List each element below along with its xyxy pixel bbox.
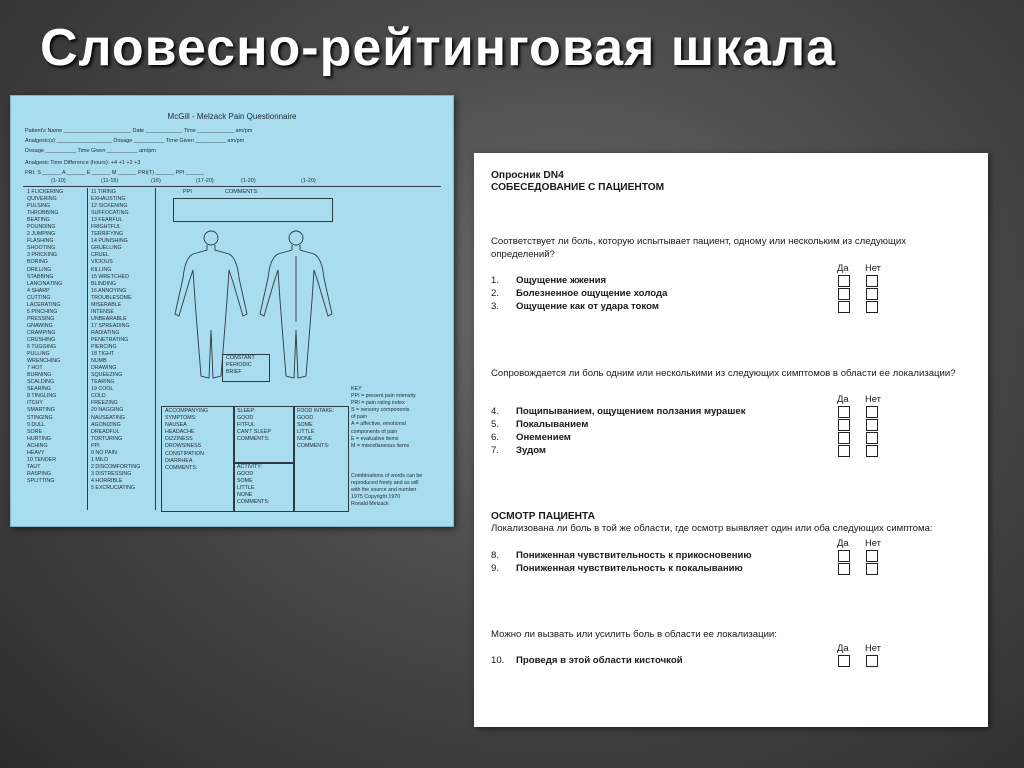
descriptor-word: CRUEL — [91, 252, 109, 259]
copyright-line: Ronald Melzack — [351, 501, 389, 508]
item-6: 6. Онемением — [491, 432, 571, 443]
descriptor-word: GNAWING — [27, 322, 53, 329]
mcgill-header-row: Dosage __________ Time Given __________ am/pm — [25, 148, 156, 154]
item-5: 5. Покалыванием — [491, 419, 589, 430]
no-checkbox-3[interactable] — [866, 301, 878, 313]
descriptor-word: 2 DISCOMFORTING — [91, 463, 141, 470]
slide-title: Словесно-рейтинговая шкала — [40, 19, 837, 77]
descriptor-word: SPLITTING — [27, 477, 55, 484]
descriptor-word: 3 DISTRESSING — [91, 470, 132, 477]
descriptor-word: BLINDING — [91, 280, 117, 287]
sleep-item: GOOD — [237, 415, 254, 422]
activity-item: LITTLE — [237, 485, 255, 492]
descriptor-word: DRAWING — [91, 365, 117, 372]
descriptor-word: QUIVERING — [27, 196, 57, 203]
symptom-item: CONSTIPATION — [165, 450, 204, 457]
descriptor-word: PRESSING — [27, 315, 55, 322]
mcgill-questionnaire — [10, 95, 454, 527]
descriptor-word: 14 PUNISHING — [91, 238, 128, 245]
food-item: SOME — [297, 422, 313, 429]
sleep-item: SLEEP: — [237, 408, 256, 414]
key-item: A = affective, emotional — [351, 421, 406, 428]
yes-checkbox-4[interactable] — [838, 406, 850, 418]
divider — [155, 188, 156, 510]
exam-title: ОСМОТР ПАЦИЕНТА — [491, 511, 595, 522]
descriptor-word: 13 FEARFUL — [91, 217, 123, 224]
symptoms-list — [165, 408, 208, 472]
divider — [87, 188, 88, 510]
no-checkbox-9[interactable] — [866, 563, 878, 575]
descriptor-word: 11 TIRING — [91, 189, 116, 195]
descriptor-word: NUMB — [91, 358, 107, 365]
activity-item: GOOD — [237, 471, 254, 478]
copyright-line: Combinations of words can be — [351, 473, 423, 479]
descriptor-word: FRIGHTFUL — [91, 224, 121, 231]
descriptor-list-2 — [91, 189, 140, 492]
no-checkbox-1[interactable] — [866, 275, 878, 287]
descriptor-word: LANCINATING — [27, 280, 63, 287]
key-item: E = evaluative items — [351, 435, 399, 442]
key-item: of pain — [351, 414, 367, 421]
descriptor-word: RASPING — [27, 470, 51, 477]
descriptor-word: DREADFUL — [91, 428, 120, 435]
comments-box — [173, 198, 333, 222]
descriptor-word: 8 TINGLING — [27, 393, 57, 400]
descriptor-word: CRAMPING — [27, 329, 56, 336]
descriptor-word: 15 WRETCHED — [91, 273, 129, 280]
symptom-item: DIZZINESS — [165, 436, 193, 443]
food-item: GOOD — [297, 415, 314, 422]
descriptor-word: 12 SICKENING — [91, 203, 128, 210]
descriptor-word: 7 HOT — [27, 365, 43, 372]
no-checkbox-7[interactable] — [866, 445, 878, 457]
descriptor-word: 2 JUMPING — [27, 231, 56, 238]
descriptor-word: MISERABLE — [91, 301, 122, 308]
item-10: 10. Проведя в этой области кисточкой — [491, 655, 683, 666]
score-range: (1-10) — [51, 178, 66, 184]
copyright-note — [351, 473, 422, 508]
mcgill-title: McGill - Melzack Pain Questionnaire — [167, 112, 297, 121]
score-range: (1-20) — [241, 178, 256, 184]
key-item: PPI = present pain intensity — [351, 393, 416, 400]
descriptor-word: TAUT — [27, 463, 41, 470]
descriptor-word: POUNDING — [27, 224, 56, 231]
score-range: (17-20) — [196, 178, 214, 184]
activity-list — [237, 464, 269, 507]
descriptor-word: EXHAUSTING — [91, 196, 126, 203]
descriptor-word: WRENCHING — [27, 358, 61, 365]
no-checkbox-5[interactable] — [866, 419, 878, 431]
descriptor-word: ACHING — [27, 442, 48, 449]
food-item: NONE — [297, 436, 313, 443]
descriptor-word: PENETRATING — [91, 336, 129, 343]
descriptor-word: 17 SPREADING — [91, 322, 130, 329]
descriptor-word: 10 TENDER — [27, 456, 57, 463]
descriptor-word: INTENSE — [91, 308, 114, 315]
yes-checkbox-5[interactable] — [838, 419, 850, 431]
question-3: Локализована ли боль в той же области, где осмотр выявляет один или оба следующих симптома: — [491, 523, 933, 534]
yes-checkbox-6[interactable] — [838, 432, 850, 444]
mcgill-header-row: Analgesic Time Difference (hours): +4 +1 +2 +3 — [25, 160, 141, 166]
descriptor-word: GRUELLING — [91, 245, 122, 252]
copyright-line: 1975 Copyright 1970 — [351, 494, 401, 501]
item-1: 1. Ощущение жжения — [491, 275, 607, 286]
symptom-item: HEADACHE — [165, 429, 195, 436]
descriptor-word: 3 PRICKING — [27, 252, 58, 259]
descriptor-word: HEAVY — [27, 449, 45, 456]
item-2: 2. Болезненное ощущение холода — [491, 288, 668, 299]
descriptor-word: VICIOUS — [91, 259, 113, 266]
descriptor-word: STINGING — [27, 414, 53, 421]
descriptor-word: SHOOTING — [27, 245, 56, 252]
divider — [23, 186, 441, 187]
activity-item: NONE — [237, 492, 253, 499]
descriptor-word: SORE — [27, 428, 43, 435]
item-3: 3. Ощущение как от удара током — [491, 301, 659, 312]
sleep-item: FITFUL — [237, 422, 255, 429]
descriptor-word: UNBEARABLE — [91, 315, 127, 322]
yes-label: Да — [837, 393, 849, 404]
mcgill-header-row: Analgesic(s) __________________ Dosage __________ Time Given __________ am/pm — [25, 138, 245, 144]
key-item: PRI = pain rating index — [351, 400, 405, 407]
descriptor-word: BORING — [27, 259, 48, 266]
descriptor-word: TEARING — [91, 379, 115, 386]
descriptor-word: FREEZING — [91, 400, 118, 407]
descriptor-word: PPI — [91, 442, 100, 449]
sleep-item: CAN'T SLEEP — [237, 429, 271, 436]
yes-checkbox-10[interactable] — [838, 655, 850, 667]
key-legend — [351, 386, 416, 450]
descriptor-word: BURNING — [27, 372, 52, 379]
descriptor-word: PULLING — [27, 351, 50, 358]
descriptor-word: 1 MILD — [91, 456, 109, 463]
descriptor-word: KILLING — [91, 266, 112, 273]
descriptor-word: COLD — [91, 393, 106, 400]
no-checkbox-8[interactable] — [866, 550, 878, 562]
question-2: Сопровождается ли боль одним или несколькими из следующих симптомов в области ее локализации? — [491, 368, 956, 379]
key-item: S = sensory components — [351, 407, 410, 414]
ppi-label: PPI — [183, 189, 192, 195]
yes-checkbox-1[interactable] — [838, 275, 850, 287]
descriptor-word: BEATING — [27, 217, 50, 224]
sleep-item: COMMENTS: — [237, 436, 270, 443]
descriptor-word: NAUSEATING — [91, 414, 126, 421]
no-label: Нет — [865, 642, 881, 653]
copyright-line: with the source and number — [351, 487, 417, 494]
descriptor-word: SUFFOCATING — [91, 210, 129, 217]
question-1: Соответствует ли боль, которую испытывает пациент, одному или нескольким из следующих определений? — [491, 236, 906, 260]
yes-checkbox-3[interactable] — [838, 301, 850, 313]
no-label: Нет — [865, 393, 881, 404]
descriptor-word: 0 NO PAIN — [91, 449, 117, 456]
descriptor-word: 5 PINCHING — [27, 308, 58, 315]
score-range: (1-20) — [301, 178, 316, 184]
mcgill-header-row: Patient's Name ______________________ Date ____________ Time ____________ am/pm — [25, 128, 253, 134]
descriptor-word: TROUBLESOME — [91, 294, 132, 301]
item-8: 8. Пониженная чувствительность к прикосновению — [491, 550, 752, 561]
mcgill-header-row: PRI: S ______ A ______ E ______ M ______ PRI(T) ______ PPI ______ — [25, 170, 205, 176]
sleep-list — [237, 408, 271, 443]
item-4: 4. Пощипыванием, ощущением ползания мурашек — [491, 406, 746, 417]
yes-checkbox-9[interactable] — [838, 563, 850, 575]
key-item: components of pain — [351, 428, 398, 435]
dn4-subtitle: СОБЕСЕДОВАНИЕ С ПАЦИЕНТОМ — [491, 182, 665, 193]
food-item: LITTLE — [297, 429, 315, 436]
question-4: Можно ли вызвать или усилить боль в области ее локализации: — [491, 629, 777, 640]
descriptor-word: HURTING — [27, 435, 52, 442]
yes-label: Да — [837, 537, 849, 548]
no-checkbox-4[interactable] — [866, 406, 878, 418]
score-range: (11-15) — [101, 178, 119, 184]
activity-item: ACTIVITY: — [237, 464, 263, 470]
activity-item: COMMENTS: — [237, 499, 270, 506]
descriptor-list-1 — [27, 189, 63, 485]
yes-label: Да — [837, 262, 849, 273]
descriptor-word: 19 COOL — [91, 386, 114, 393]
descriptor-word: 5 EXCRUCIATING — [91, 484, 136, 491]
descriptor-word: TORTURING — [91, 435, 123, 442]
descriptor-word: CRUSHING — [27, 336, 56, 343]
food-item: COMMENTS: — [297, 443, 330, 450]
no-label: Нет — [865, 537, 881, 548]
activity-item: SOME — [237, 478, 253, 485]
symptom-item: COMMENTS: — [165, 464, 198, 471]
yes-label: Да — [837, 642, 849, 653]
yes-checkbox-7[interactable] — [838, 445, 850, 457]
symptom-item: NAUSEA — [165, 422, 187, 429]
descriptor-word: ITCHY — [27, 400, 43, 407]
descriptor-word: 9 DULL — [27, 421, 45, 428]
descriptor-word: AGONIZING — [91, 421, 121, 428]
descriptor-word: 6 TUGGING — [27, 344, 57, 351]
symptom-item: DROWSINESS — [165, 443, 202, 450]
item-9: 9. Пониженная чувствительность к покалыванию — [491, 563, 743, 574]
descriptor-word: PULSING — [27, 203, 51, 210]
descriptor-word: PIERCING — [91, 344, 117, 351]
food-item: FOOD INTAKE: — [297, 408, 334, 414]
descriptor-word: 1 FLICKERING — [27, 189, 64, 195]
descriptor-word: 4 HORRIBLE — [91, 477, 123, 484]
copyright-line: reproduced freely and as will — [351, 480, 419, 487]
descriptor-word: 18 TIGHT — [91, 351, 115, 358]
descriptor-word: 4 SHARP — [27, 287, 50, 294]
descriptor-word: TERRIFYING — [91, 231, 124, 238]
descriptor-word: SMARTING — [27, 407, 55, 414]
dn4-questionnaire — [474, 153, 988, 727]
descriptor-word: SCALDING — [27, 379, 55, 386]
descriptor-word: SQUEEZING — [91, 372, 123, 379]
descriptor-word: LACERATING — [27, 301, 61, 308]
yes-checkbox-8[interactable] — [838, 550, 850, 562]
key-item: KEY — [351, 386, 362, 392]
symptom-item: SYMPTOMS: — [165, 415, 197, 422]
score-range: (16) — [151, 178, 161, 184]
descriptor-word: 20 NAGGING — [91, 407, 124, 414]
descriptor-word: FLASHING — [27, 238, 54, 245]
comments-label: COMMENTS: — [225, 189, 259, 195]
descriptor-word: CUTTING — [27, 294, 51, 301]
food-list — [297, 408, 334, 451]
dn4-title: Опросник DN4 — [491, 170, 564, 181]
descriptor-word: 16 ANNOYING — [91, 287, 127, 294]
descriptor-word: THROBBING — [27, 210, 59, 217]
descriptor-word: DRILLING — [27, 266, 52, 273]
descriptor-word: SEARING — [27, 386, 51, 393]
no-label: Нет — [865, 262, 881, 273]
descriptor-word: STABBING — [27, 273, 54, 280]
no-checkbox-6[interactable] — [866, 432, 878, 444]
symptom-item: ACCOMPANYING — [165, 408, 209, 414]
descriptor-word: RADIATING — [91, 329, 120, 336]
pattern-list: CONSTANT PERIODIC BRIEF — [226, 355, 255, 376]
key-item: M = miscellaneous items — [351, 442, 410, 449]
symptom-item: DIARRHEA — [165, 457, 193, 464]
no-checkbox-2[interactable] — [866, 288, 878, 300]
yes-checkbox-2[interactable] — [838, 288, 850, 300]
item-7: 7. Зудом — [491, 445, 547, 456]
no-checkbox-10[interactable] — [866, 655, 878, 667]
